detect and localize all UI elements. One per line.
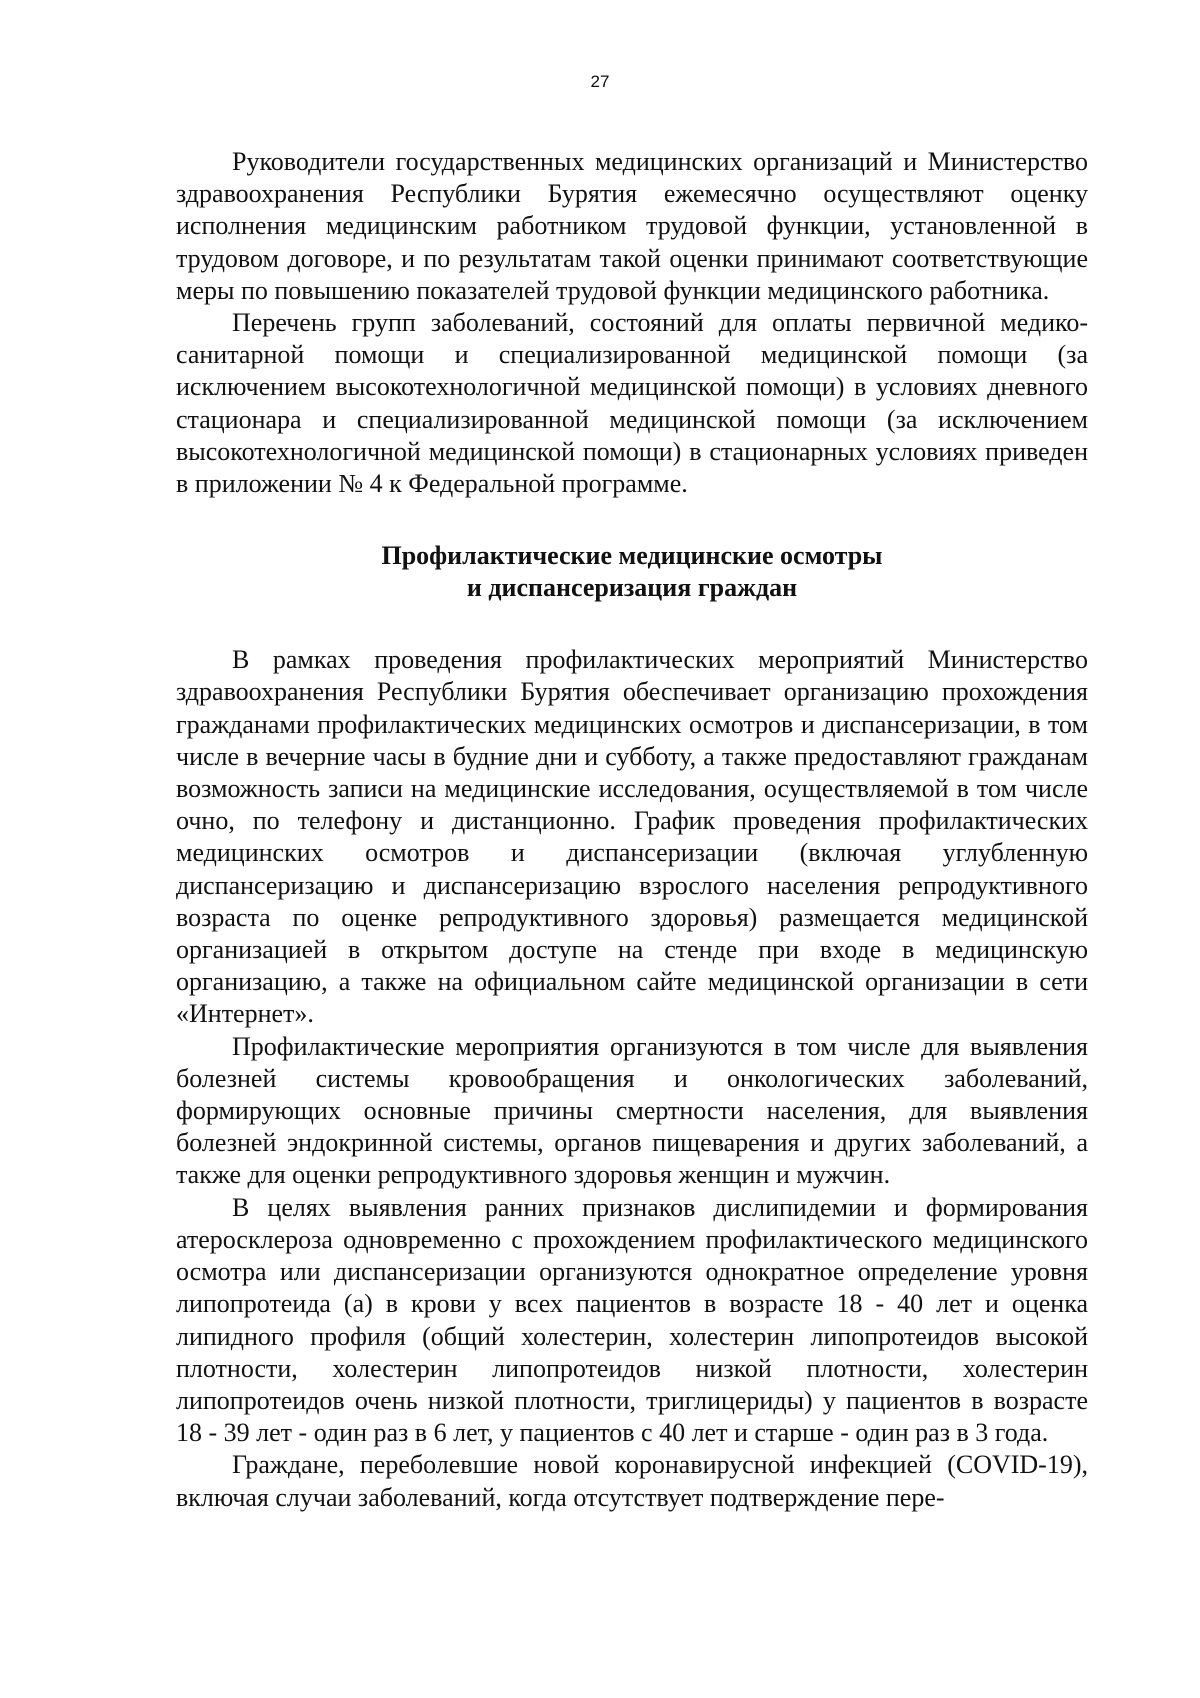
- section-heading-line-2: и диспансеризация граждан: [466, 573, 798, 603]
- paragraph-evaluation: Руководители государственных медицинских организаций и Министерство здравоохранения Республики Бурятия ежемесячно осуществляют оценку исполнения медицинским работником трудовой функции, установленной в трудовом договоре, и по результатам такой оценки принимают соответствующие меры по повышению показателей трудовой функции медицинского работника.: [176, 147, 1088, 305]
- paragraph-disease-detection: Профилактические мероприятия организуются в том числе для выявления болезней системы кровообращения и онкологических заболеваний, формирующих основные причины смертности населения, для выявления болезней эндокринной системы, органов пищеварения и других заболеваний, а также для оценки репродуктивного здоровья женщин и мужчин.: [176, 1031, 1088, 1190]
- paragraph-covid: Граждане, переболевшие новой коронавирусной инфекцией (COVID-19), включая случаи заболеваний, когда отсутствует подтверждение пере-: [176, 1450, 1088, 1512]
- paragraph-preventive-measures: В рамках проведения профилактических мероприятий Министерство здравоохранения Республики Бурятия обеспечивает организацию прохождения гражданами профилактических медицинских осмотров и диспансеризации, в том числе в вечерние часы в будние дни и субботу, а также предоставляют гражданам возможность записи на медицинские исследования, осуществляемой в том числе очно, по телефону и дистанционно. График проведения профилактических медицинских осмотров и диспансеризации (включая углубленную диспансеризацию и диспансеризацию взрослого населения репродуктивного возраста по оценке репродуктивного здоровья) размещается медицинской организацией в открытом доступе на стенде при входе в медицинскую организацию, а также на официальном сайте медицинской организации в сети «Интернет».: [176, 645, 1088, 1029]
- paragraph-disease-groups: Перечень групп заболеваний, состояний для оплаты первичной медико-санитарной помощи и специализированной медицинской помощи (за исключением высокотехнологичной медицинской помощи) в условиях дневного стационара и специализированной медицинской помощи (за исключением высокотехнологичной медицинской помощи) в стационарных условиях приведен в приложении № 4 к Федеральной программе.: [176, 308, 1088, 499]
- section-heading-line-1: Профилактические медицинские осмотры: [381, 541, 883, 571]
- page-number: 27: [590, 72, 610, 91]
- paragraph-dyslipidemia: В целях выявления ранних признаков дислипидемии и формирования атеросклероза одновременно с прохождением профилактического медицинского осмотра или диспансеризации организуются однократное определение уровня липопротеида (а) в крови у всех пациентов в возрасте 18 - 40 лет и оценка липидного профиля (общий холестерин, холестерин липопротеидов высокой плотности, холестерин липопротеидов низкой плотности, холестерин липопротеидов очень низкой плотности, триглицериды) у пациентов в возрасте 18 - 39 лет - один раз в 6 лет, у пациентов с 40 лет и старше - один раз в 3 года.: [176, 1192, 1088, 1448]
- document-body: [176, 146, 1088, 1514]
- section-heading: [176, 540, 1088, 604]
